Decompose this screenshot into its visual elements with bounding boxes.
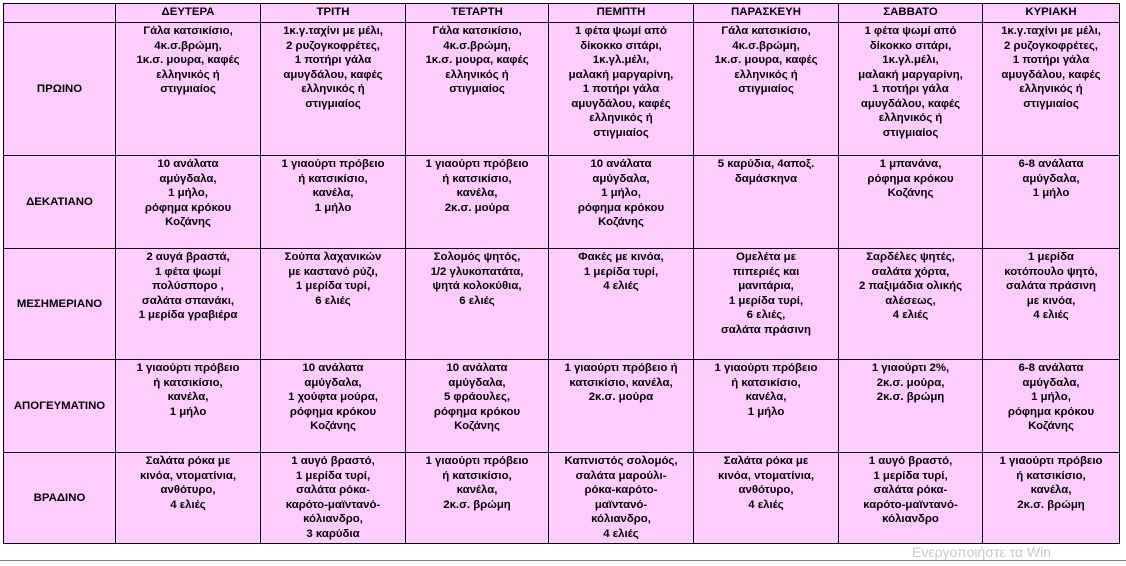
meal-cell-line: Ομελέτα με bbox=[735, 251, 797, 263]
meal-cell-line: ελληνικός ή bbox=[445, 68, 509, 81]
meal-cell-line: δίκοκκο σιτάρι, bbox=[869, 39, 952, 52]
meal-cell-line: 4 ελιές bbox=[748, 498, 784, 511]
meal-cell-line: κανέλα, bbox=[167, 391, 209, 403]
meal-cell-line: Σαλάτα ρόκα με bbox=[145, 455, 231, 467]
meal-cell-line: σαλάτα χόρτα, bbox=[871, 265, 950, 278]
meal-cell-line: 1κ.γλ.μέλι, bbox=[882, 54, 939, 66]
meal-cell-line: αμυγδάλου, καφές bbox=[283, 68, 383, 81]
meal-cell-line: 1 γιαούρτι πρόβειο bbox=[999, 455, 1103, 467]
meal-cell-line: Κοζάνης bbox=[454, 420, 500, 432]
meal-cell-line: 1κ.γ.ταχίνι με μέλι, bbox=[1001, 25, 1101, 37]
meal-cell-line: 2 αυγά βραστά, bbox=[146, 251, 230, 263]
meal-cell-line: 1 μήλο bbox=[314, 201, 352, 214]
meal-cell-line: μαϊντανό- bbox=[594, 498, 648, 511]
meal-cell-line: στιγμιαίος bbox=[593, 126, 649, 139]
meal-cell-line: 1 αυγό βραστό, bbox=[291, 455, 375, 467]
meal-cell-line: κατσικίσιο, κανέλα, bbox=[569, 376, 673, 389]
meal-cell-line: 1 μερίδα τυρί, bbox=[873, 469, 948, 482]
meal-cell bbox=[694, 249, 839, 360]
meal-cell-line: ρόφημα κρόκου bbox=[433, 405, 521, 418]
meal-cell-line: 1 μήλο, bbox=[168, 187, 208, 199]
meal-cell-line: ή κατσικίσιο, bbox=[153, 376, 223, 389]
meal-cell-line: 6-8 ανάλατα bbox=[1018, 158, 1084, 170]
meal-cell-line: Φακές με κινόα, bbox=[578, 251, 664, 263]
meal-cell-line: στιγμιαίος bbox=[882, 126, 939, 139]
meal-cell-line: καρότο-μαϊντανό- bbox=[285, 498, 381, 511]
meal-cell-line: 1 μερίδα τυρί, bbox=[295, 280, 371, 292]
meal-cell-line: κόλιανδρο bbox=[882, 513, 939, 525]
meal-cell-line: αμύγδαλα, bbox=[304, 376, 362, 389]
meal-cell bbox=[839, 453, 983, 544]
meal-cell-line: 4 ελιές bbox=[603, 527, 639, 540]
meal-cell-line: 2κ.σ. βρώμη bbox=[443, 498, 511, 511]
meal-plan-container bbox=[3, 3, 1120, 544]
meal-cell-line: αμυγδάλου, καφές bbox=[571, 97, 671, 110]
meal-cell-line: ή κατσικίσιο, bbox=[731, 376, 801, 389]
meal-cell-line: 5 καρύδια, 4αποξ. bbox=[717, 158, 815, 170]
meal-cell-line: κινόα, ντοματίνια, bbox=[717, 469, 815, 482]
meal-cell-line: 2 ρυζογκοφρέτες, bbox=[1004, 39, 1098, 52]
meal-cell-line: αμύγδαλα, bbox=[1022, 376, 1080, 389]
meal-cell-line: καρότο-μαϊντανό- bbox=[863, 498, 958, 511]
meal-cell-line: ρόφημα κρόκου bbox=[867, 172, 954, 185]
meal-cell-line: κανέλα, bbox=[456, 484, 498, 496]
meal-cell bbox=[694, 360, 839, 453]
header-row bbox=[4, 4, 1120, 23]
meal-cell-line: 1κ.σ. μουρα, καφές bbox=[714, 54, 818, 66]
meal-cell-line: 1 μερίδα τυρί, bbox=[295, 469, 371, 482]
meal-cell-line: μαλακή μαργαρίνη, bbox=[858, 68, 963, 81]
meal-cell-line: ελληνικός ή bbox=[1019, 83, 1083, 95]
meal-cell bbox=[549, 360, 694, 453]
meal-cell bbox=[694, 156, 839, 249]
meal-cell-line: με κινόα, bbox=[1026, 294, 1076, 307]
meal-cell-line: 1 φέτα ψωμί από bbox=[864, 25, 957, 37]
meal-cell-line: 1 ποτήρι γάλα bbox=[1012, 54, 1090, 66]
meal-cell bbox=[116, 453, 261, 544]
meal-cell-line: 4 ελιές bbox=[892, 309, 929, 321]
meal-cell-line: ελληνικός ή bbox=[878, 112, 943, 124]
meal-cell bbox=[549, 156, 694, 249]
meal-row bbox=[4, 249, 1120, 360]
meal-row bbox=[4, 453, 1120, 544]
meal-cell-line: 1 μερίδα bbox=[1028, 251, 1074, 263]
meal-cell-line: κόλιανδρο, bbox=[303, 513, 363, 525]
meal-cell-line: 1 γιαούρτι πρόβειο ή bbox=[564, 362, 678, 374]
meal-cell-line: 1κ.γλ.μέλι, bbox=[592, 54, 650, 66]
meal-cell-line: 1 φέτα ψωμί από bbox=[575, 25, 667, 37]
meal-cell-line: 1 αυγό βραστό, bbox=[868, 455, 953, 467]
meal-cell bbox=[983, 453, 1120, 544]
meal-cell-line: Γάλα κατσικίσιο, bbox=[721, 25, 811, 37]
meal-cell-line: 1 μήλο bbox=[1032, 187, 1070, 199]
meal-cell-line: 2κ.σ. βρώμη bbox=[876, 391, 945, 403]
meal-cell bbox=[406, 249, 549, 360]
meal-cell bbox=[694, 23, 839, 156]
meal-cell-line: 6 ελιές bbox=[459, 294, 495, 307]
meal-cell-line: αμύγδαλα, bbox=[1022, 172, 1080, 185]
meal-cell-line: αλέσεως, bbox=[885, 294, 936, 307]
meal-cell-line: Κοζάνης bbox=[887, 187, 934, 199]
meal-cell-line: 2κ.σ. βρώμη bbox=[1017, 498, 1085, 511]
meal-cell bbox=[983, 156, 1120, 249]
meal-cell-line: αμυγδάλου, καφές bbox=[1001, 68, 1101, 81]
meal-cell-line: 1 ποτήρι γάλα bbox=[294, 54, 372, 66]
meal-cell-line: 1 γιαούρτι πρόβειο bbox=[425, 158, 529, 170]
meal-cell-line: σαλάτα πράσινη bbox=[1006, 280, 1096, 292]
meal-row bbox=[4, 23, 1120, 156]
meal-cell-line: 1 γιαούρτι πρόβειο bbox=[136, 362, 240, 374]
meal-cell-line: κόλιανδρο, bbox=[591, 513, 651, 525]
meal-cell-line: σαλάτα πράσινη bbox=[721, 323, 811, 336]
meal-cell bbox=[406, 156, 549, 249]
meal-cell-line: κανέλα, bbox=[456, 187, 498, 199]
meal-cell bbox=[549, 453, 694, 544]
meal-cell-line: Κοζάνης bbox=[598, 216, 644, 228]
day-header: ΤΕΤΑΡΤΗ bbox=[406, 4, 549, 23]
meal-cell-line: 6 ελιές bbox=[315, 294, 351, 307]
meal-cell-line: ή κατσικίσιο, bbox=[442, 469, 512, 482]
meal-cell-line: κοτόπουλο ψητό, bbox=[1004, 265, 1098, 278]
meal-cell-line: 5 φράουλες, bbox=[443, 391, 511, 403]
day-header: ΔΕΥΤΕΡΑ bbox=[116, 4, 261, 23]
meal-cell-line: κανέλα, bbox=[312, 187, 354, 199]
meal-cell-line: στιγμιαίος bbox=[738, 83, 794, 95]
meal-cell-line: 1 μήλο bbox=[747, 405, 785, 418]
meal-cell-line: 1 γιαούρτι πρόβειο bbox=[425, 455, 529, 467]
meal-cell-line: ανθότυρο, bbox=[738, 484, 794, 496]
meal-row bbox=[4, 360, 1120, 453]
meal-cell-line: σαλάτα σπανάκι, bbox=[141, 294, 235, 307]
meal-cell-line: ελληνικός ή bbox=[589, 112, 653, 124]
meal-cell-line: 6 ελιές, bbox=[746, 309, 786, 321]
meal-cell-line: ρόκα-καρότο- bbox=[584, 484, 658, 496]
meal-cell bbox=[839, 156, 983, 249]
day-header: ΠΕΜΠΤΗ bbox=[549, 4, 694, 23]
meal-cell bbox=[116, 249, 261, 360]
meal-cell-line: 1/2 γλυκοπατάτα, bbox=[430, 265, 524, 278]
meal-cell-line: μανιτάρια, bbox=[738, 280, 794, 292]
meal-cell-line: Σαλάτα ρόκα με bbox=[723, 455, 809, 467]
meal-cell-line: ρόφημα κρόκου bbox=[289, 405, 377, 418]
corner-cell bbox=[4, 4, 116, 23]
meal-cell-line: αμύγδαλα, bbox=[448, 376, 506, 389]
activation-watermark: Ενεργοποιήστε τα Win bbox=[912, 544, 1052, 560]
meal-cell-line: πιπεριές και bbox=[732, 265, 800, 278]
meal-cell bbox=[549, 249, 694, 360]
day-header: ΤΡΙΤΗ bbox=[261, 4, 406, 23]
meal-label: ΑΠΟΓΕΥΜΑΤΙΝΟ bbox=[4, 360, 116, 453]
meal-rows bbox=[4, 23, 1120, 544]
meal-cell-line: πολύσπορο , bbox=[152, 280, 224, 292]
meal-cell-line: 10 ανάλατα bbox=[157, 158, 219, 170]
day-header: ΚΥΡΙΑΚΗ bbox=[983, 4, 1120, 23]
meal-cell-line: στιγμιαίος bbox=[1023, 97, 1079, 110]
meal-cell-line: 1κ.σ. μουρα, καφές bbox=[425, 54, 529, 66]
meal-cell-line: ρόφημα κρόκου bbox=[1007, 405, 1095, 418]
meal-cell-line: 4κ.σ.βρώμη, bbox=[443, 39, 511, 52]
meal-cell-line: 1 φέτα ψωμί bbox=[154, 265, 222, 278]
meal-cell-line: 1 μήλο bbox=[169, 405, 207, 418]
meal-label: ΒΡΑΔΙΝΟ bbox=[4, 453, 116, 544]
meal-cell-line: 3 καρύδια bbox=[306, 527, 360, 540]
meal-cell-line: Σούπα λαχανικών bbox=[284, 251, 382, 263]
meal-cell-line: Κοζάνης bbox=[1028, 420, 1074, 432]
meal-cell-line: 2 ρυζογκοφρέτες, bbox=[286, 39, 380, 52]
meal-cell-line: ελληνικός ή bbox=[301, 83, 365, 95]
meal-cell-line: 4 ελιές bbox=[603, 280, 639, 292]
day-header: ΣΑΒΒΑΤΟ bbox=[839, 4, 983, 23]
meal-cell-line: Γάλα κατσικίσιο, bbox=[432, 25, 522, 37]
meal-cell-line: 2κ.σ. μούρα, bbox=[876, 376, 945, 389]
meal-cell-line: 1 μπανάνα, bbox=[879, 158, 942, 170]
meal-cell-line: 1 μήλο, bbox=[1031, 391, 1071, 403]
meal-cell-line: 1 μερίδα γραβιέρα bbox=[138, 309, 238, 321]
meal-cell-line: 1 ποτήρι γάλα bbox=[872, 83, 949, 95]
meal-cell bbox=[261, 249, 406, 360]
bottom-divider bbox=[0, 560, 1126, 561]
meal-cell bbox=[839, 249, 983, 360]
meal-cell-line: 2 παξιμάδια ολικής bbox=[858, 280, 963, 292]
meal-cell-line: ρόφημα κρόκου bbox=[577, 201, 665, 214]
meal-cell bbox=[261, 453, 406, 544]
meal-cell-line: 10 ανάλατα bbox=[302, 362, 364, 374]
meal-cell-line: 1 χούφτα μούρα, bbox=[288, 391, 378, 403]
meal-cell-line: ψητά κολοκύθια, bbox=[432, 280, 522, 292]
meal-cell-line: μαλακή μαργαρίνη, bbox=[568, 68, 674, 81]
meal-cell bbox=[261, 360, 406, 453]
meal-cell bbox=[549, 23, 694, 156]
meal-cell bbox=[694, 453, 839, 544]
meal-cell-line: 1 γιαούρτι 2%, bbox=[871, 362, 950, 374]
meal-cell-line: στιγμιαίος bbox=[449, 83, 505, 95]
meal-cell bbox=[406, 453, 549, 544]
meal-cell-line: Καπνιστός σολομός, bbox=[564, 455, 678, 467]
meal-cell-line: 1 μερίδα τυρί, bbox=[728, 294, 804, 307]
meal-cell-line: 4 ελιές bbox=[170, 498, 206, 511]
meal-cell-line: 1 μερίδα τυρί, bbox=[583, 265, 659, 278]
meal-cell-line: σαλάτα μαρούλι- bbox=[575, 469, 667, 482]
meal-cell-line: κανέλα, bbox=[1030, 484, 1072, 496]
meal-cell-line: ή κατσικίσιο, bbox=[442, 172, 512, 185]
meal-cell-line: 1κ.γ.ταχίνι με μέλι, bbox=[283, 25, 383, 37]
meal-cell-line: 1 γιαούρτι πρόβειο bbox=[281, 158, 385, 170]
meal-row bbox=[4, 156, 1120, 249]
meal-label: ΜΕΣΗΜΕΡΙΑΝΟ bbox=[4, 249, 116, 360]
meal-cell-line: 2κ.σ. μούρα bbox=[444, 201, 510, 214]
meal-cell-line: 1κ.σ. μουρα, καφές bbox=[136, 54, 240, 66]
meal-cell bbox=[116, 23, 261, 156]
meal-cell-line: Σολομός ψητός, bbox=[433, 251, 521, 263]
meal-cell bbox=[261, 23, 406, 156]
meal-cell-line: ή κατσικίσιο, bbox=[1016, 469, 1086, 482]
meal-cell-line: με καστανό ρύζι, bbox=[288, 265, 378, 278]
meal-cell-line: ελληνικός ή bbox=[734, 68, 798, 81]
meal-cell bbox=[983, 360, 1120, 453]
day-header: ΠΑΡΑΣΚΕΥΗ bbox=[694, 4, 839, 23]
meal-cell-line: 4κ.σ.βρώμη, bbox=[732, 39, 800, 52]
meal-cell bbox=[406, 23, 549, 156]
meal-cell-line: αμύγδαλα, bbox=[592, 172, 650, 185]
meal-cell bbox=[983, 23, 1120, 156]
meal-label: ΔΕΚΑΤΙΑΝΟ bbox=[4, 156, 116, 249]
meal-cell-line: δίκοκκο σιτάρι, bbox=[580, 39, 662, 52]
meal-cell bbox=[116, 360, 261, 453]
meal-cell-line: 10 ανάλατα bbox=[590, 158, 652, 170]
meal-cell-line: 1 μήλο, bbox=[601, 187, 641, 199]
meal-cell-line: 1 ποτήρι γάλα bbox=[582, 83, 660, 95]
meal-cell-line: κινόα, ντοματίνια, bbox=[139, 469, 237, 482]
meal-cell-line: ή κατσικίσιο, bbox=[298, 172, 368, 185]
meal-cell-line: σαλάτα ρόκα- bbox=[873, 484, 948, 496]
meal-cell-line: 1 γιαούρτι πρόβειο bbox=[714, 362, 818, 374]
meal-cell-line: Σαρδέλες ψητές, bbox=[866, 251, 955, 263]
meal-cell-line: Κοζάνης bbox=[310, 420, 356, 432]
meal-label: ΠΡΩΙΝΟ bbox=[4, 23, 116, 156]
meal-cell-line: στιγμιαίος bbox=[305, 97, 361, 110]
meal-cell-line: αμύγδαλα, bbox=[159, 172, 217, 185]
meal-cell-line: δαμάσκηνα bbox=[734, 172, 798, 185]
meal-cell bbox=[261, 156, 406, 249]
meal-cell-line: ρόφημα κρόκου bbox=[144, 201, 232, 214]
meal-cell bbox=[406, 360, 549, 453]
meal-cell-line: 2κ.σ. μούρα bbox=[588, 391, 654, 403]
meal-cell-line: 4κ.σ.βρώμη, bbox=[154, 39, 222, 52]
weekly-meal-plan-table bbox=[3, 3, 1120, 544]
meal-cell-line: Γάλα κατσικίσιο, bbox=[143, 25, 233, 37]
meal-cell-line: ανθότυρο, bbox=[160, 484, 216, 496]
meal-cell-line: σαλάτα ρόκα- bbox=[296, 484, 370, 496]
meal-cell bbox=[116, 156, 261, 249]
meal-cell-line: ελληνικός ή bbox=[156, 68, 220, 81]
meal-cell-line: στιγμιαίος bbox=[160, 83, 216, 95]
meal-cell bbox=[839, 360, 983, 453]
meal-cell bbox=[839, 23, 983, 156]
meal-cell-line: 6-8 ανάλατα bbox=[1018, 362, 1084, 374]
meal-cell bbox=[983, 249, 1120, 360]
meal-cell-line: αμυγδάλου, καφές bbox=[860, 97, 961, 110]
meal-cell-line: Κοζάνης bbox=[165, 216, 211, 228]
meal-cell-line: 4 ελιές bbox=[1033, 309, 1069, 321]
meal-cell-line: 10 ανάλατα bbox=[446, 362, 508, 374]
meal-cell-line: κανέλα, bbox=[745, 391, 787, 403]
